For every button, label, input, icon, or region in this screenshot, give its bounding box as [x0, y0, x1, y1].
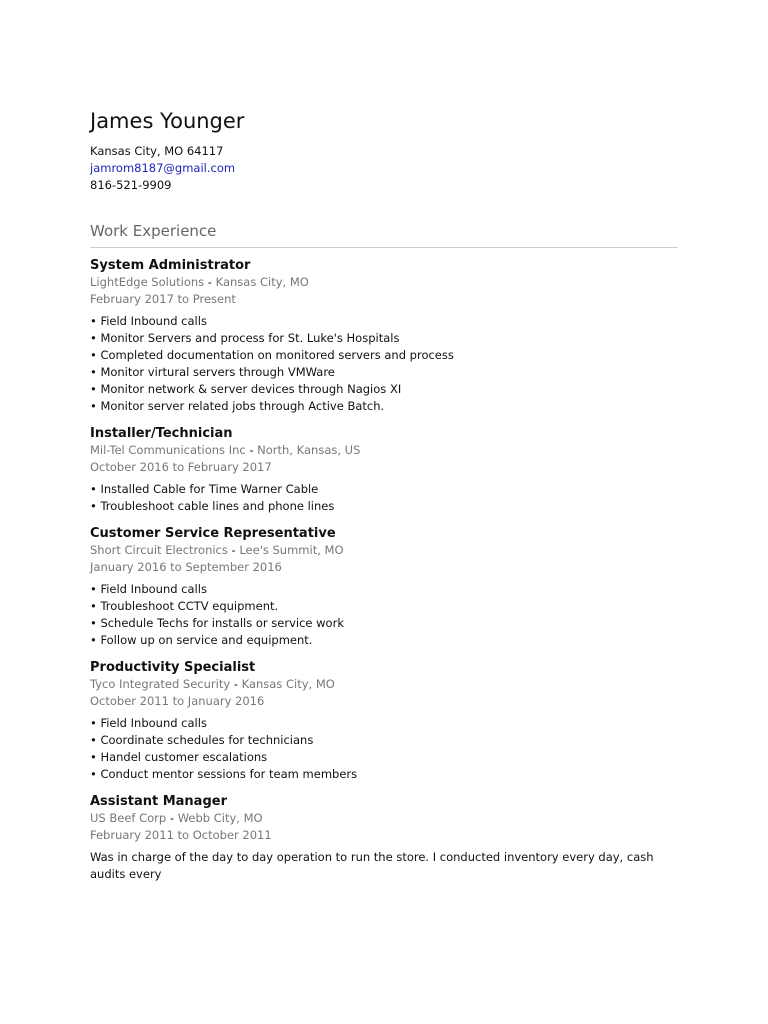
location-text: Kansas City, MO 64117 [90, 144, 224, 158]
job-location: Kansas City, MO [241, 677, 335, 691]
job-title: Assistant Manager [90, 794, 227, 809]
job-entry [90, 525, 678, 649]
job-bullets [90, 581, 678, 649]
job-entry [90, 425, 678, 515]
bullet-item: • Coordinate schedules for technicians [90, 733, 314, 747]
bullet-item: • Monitor server related jobs through Active Batch. [90, 399, 385, 413]
job-location: Lee's Summit, MO [239, 543, 344, 557]
resume-page [90, 108, 678, 883]
separator: - [230, 677, 242, 691]
section-title-work-experience: Work Experience [90, 222, 217, 240]
job-entry [90, 257, 678, 415]
job-dates: October 2016 to February 2017 [90, 460, 272, 474]
job-company-location [90, 274, 678, 291]
job-dates: October 2011 to January 2016 [90, 694, 265, 708]
job-dates: February 2011 to October 2011 [90, 828, 272, 842]
bullet-item: • Troubleshoot CCTV equipment. [90, 599, 279, 613]
job-location: Kansas City, MO [215, 275, 309, 289]
bullet-item: • Follow up on service and equipment. [90, 633, 313, 647]
bullet-item: • Troubleshoot cable lines and phone lines [90, 499, 335, 513]
job-title: Customer Service Representative [90, 526, 336, 541]
bullet-item: • Installed Cable for Time Warner Cable [90, 482, 319, 496]
job-company-location [90, 542, 678, 559]
bullet-item: • Conduct mentor sessions for team members [90, 767, 358, 781]
job-entry [90, 793, 678, 883]
job-company: LightEdge Solutions [90, 275, 205, 289]
separator: - [245, 443, 258, 457]
job-company-location [90, 442, 678, 459]
job-dates: January 2016 to September 2016 [90, 560, 282, 574]
job-title: System Administrator [90, 258, 251, 273]
separator: - [204, 275, 216, 289]
bullet-item: • Field Inbound calls [90, 314, 207, 328]
bullet-item: • Monitor network & server devices through Nagios XI [90, 382, 402, 396]
bullet-item: • Completed documentation on monitored servers and process [90, 348, 454, 362]
job-bullets [90, 481, 678, 515]
separator: - [166, 811, 178, 825]
bullet-item: • Monitor virtural servers through VMWare [90, 365, 335, 379]
job-entry [90, 659, 678, 783]
job-company: Mil-Tel Communications Inc [90, 443, 246, 457]
bullet-item: • Monitor Servers and process for St. Luke's Hospitals [90, 331, 400, 345]
email-line [90, 160, 678, 177]
job-title: Installer/Technician [90, 426, 233, 441]
job-bullets [90, 313, 678, 415]
candidate-name: James Younger [90, 109, 245, 133]
phone-text: 816-521-9909 [90, 178, 172, 192]
job-title: Productivity Specialist [90, 660, 256, 675]
job-company: US Beef Corp [90, 811, 167, 825]
bullet-item: • Handel customer escalations [90, 750, 268, 764]
section-divider [90, 247, 678, 248]
job-description: Was in charge of the day to day operation to run the store. I conducted inventory every day, cash audits every [90, 850, 654, 881]
job-location: North, Kansas, US [257, 443, 361, 457]
email-link[interactable]: jamrom8187@gmail.com [90, 161, 236, 175]
job-company: Tyco Integrated Security [90, 677, 231, 691]
job-location: Webb City, MO [177, 811, 263, 825]
separator: - [227, 543, 240, 557]
job-bullets [90, 715, 678, 783]
job-company-location [90, 810, 678, 827]
job-company-location [90, 676, 678, 693]
bullet-item: • Schedule Techs for installs or service work [90, 616, 344, 630]
job-dates: February 2017 to Present [90, 292, 236, 306]
bullet-item: • Field Inbound calls [90, 716, 207, 730]
bullet-item: • Field Inbound calls [90, 582, 207, 596]
job-company: Short Circuit Electronics [90, 543, 228, 557]
